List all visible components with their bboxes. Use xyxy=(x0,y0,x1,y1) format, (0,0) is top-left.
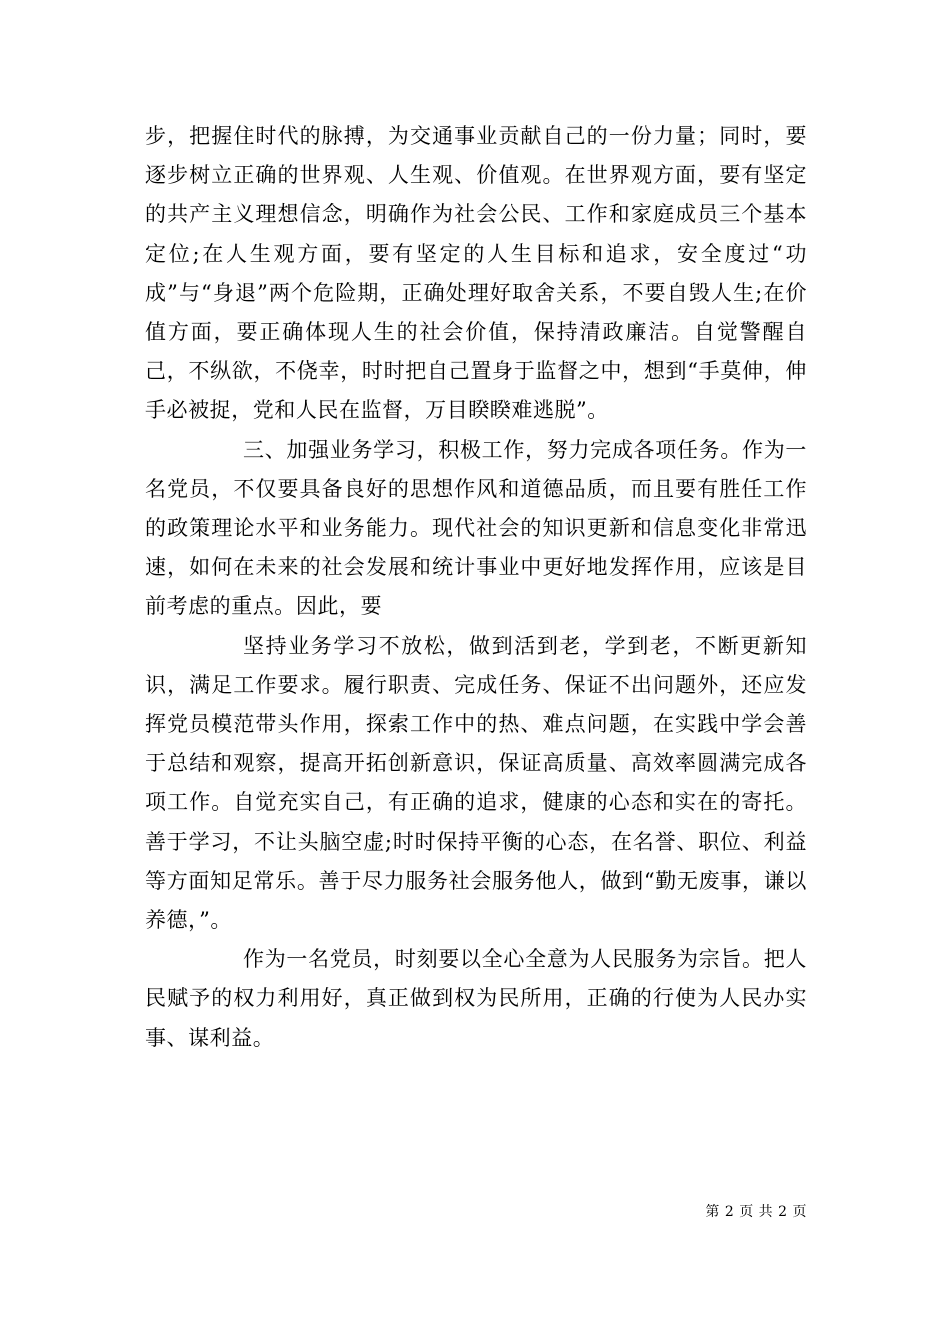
paragraph-conclusion: 作为一名党员，时刻要以全心全意为人民服务为宗旨。把人民赋予的权力利用好，真正做到权为民所用，正确的行使为人民办实事、谋利益。 xyxy=(145,947,807,1050)
page-number-footer: 第 2 页 共 2 页 xyxy=(705,1204,807,1220)
paragraph-section-three: 三、加强业务学习，积极工作，努力完成各项任务。作为一名党员，不仅要具备良好的思想作风和道德品质，而且要有胜任工作的政策理论水平和业务能力。现代社会的知识更新和信息变化非常迅速，如何在未来的社会发展和统计事业中更好地发挥作用，应该是目前考虑的重点。因此，要 xyxy=(145,437,807,619)
paragraph-study: 坚持业务学习不放松，做到活到老，学到老，不断更新知识，满足工作要求。履行职责、完成任务、保证不出问题外，还应发挥党员模范带头作用，探索工作中的热、难点问题，在实践中学会善于总结和观察，提高开拓创新意识，保证高质量、高效率圆满完成各项工作。自觉充实自己，有正确的追求，健康的心态和实在的寄托。善于学习，不让头脑空虚;时时保持平衡的心态，在名誉、职位、利益等方面知足常乐。善于尽力服务社会服务他人，做到“勤无废事，谦以养德，”。 xyxy=(145,633,807,933)
document-body xyxy=(145,117,807,1058)
paragraph-continuation: 步，把握住时代的脉搏，为交通事业贡献自己的一份力量；同时，要逐步树立正确的世界观、人生观、价值观。在世界观方面，要有坚定的共产主义理想信念，明确作为社会公民、工作和家庭成员三个基本定位;在人生观方面，要有坚定的人生目标和追求，安全度过“功成”与“身退”两个危险期，正确处理好取舍关系，不要自毁人生;在价值方面，要正确体现人生的社会价值，保持清政廉洁。自觉警醒自己，不纵欲，不侥幸，时时把自己置身于监督之中，想到“手莫伸，伸手必被捉，党和人民在监督，万目睽睽难逃脱”。 xyxy=(145,124,807,423)
